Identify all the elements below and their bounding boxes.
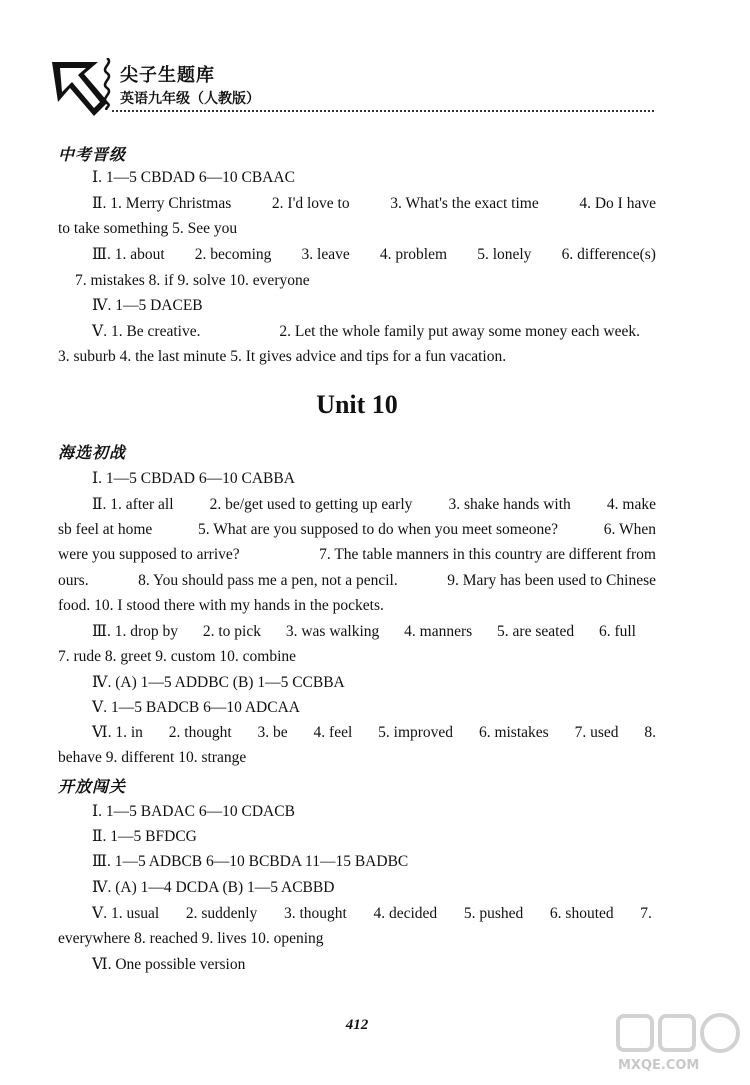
answer-line: Ⅵ. One possible version — [92, 956, 246, 973]
answer-line: Ⅱ. 1—5 BFDCG — [92, 828, 197, 845]
section-heading-haixuan: 海选初战 — [58, 443, 127, 462]
answer-line: Ⅱ. 1. Merry Christmas 2. I'd love to 3. What's the exact time 4. Do I have — [92, 195, 656, 212]
answer-line: Ⅲ. 1—5 ADBCB 6—10 BCBDA 11—15 BADBC — [92, 853, 409, 870]
wavy-divider-icon — [100, 58, 114, 110]
answer-line: Ⅱ. 1. after all 2. be/get used to getting up early 3. shake hands with 4. make — [92, 496, 656, 513]
answer-line: Ⅳ. (A) 1—4 DCDA (B) 1—5 ACBBD — [92, 879, 335, 896]
answer-line: Ⅴ. 1. Be creative. 2. Let the whole family put away some money each week. — [92, 323, 640, 340]
book-title: 尖子生题库 — [120, 65, 215, 86]
page-number: 412 — [345, 1017, 369, 1033]
page-header — [0, 0, 750, 130]
answer-line: behave 9. different 10. strange — [58, 749, 247, 766]
section-heading-zhongkao: 中考晋级 — [58, 145, 127, 164]
answer-line: everywhere 8. reached 9. lives 10. opening — [58, 930, 324, 947]
answer-line: were you supposed to arrive? 7. The table manners in this country are different from — [58, 546, 656, 563]
answer-line: 7. rude 8. greet 9. custom 10. combine — [58, 648, 297, 665]
watermark-logo — [614, 1010, 744, 1080]
answer-line: sb feel at home 5. What are you supposed to do when you meet someone? 6. When — [58, 521, 656, 538]
answer-line: ours. 8. You should pass me a pen, not a pencil. 9. Mary has been used to Chinese — [58, 572, 656, 589]
answer-line: 3. suburb 4. the last minute 5. It gives advice and tips for a fun vacation. — [58, 348, 507, 365]
section-heading-kaifang: 开放闯关 — [58, 777, 127, 796]
header-dotted-rule — [112, 110, 654, 112]
answer-line: Ⅵ. 1. in 2. thought 3. be 4. feel 5. improved 6. mistakes 7. used 8. — [92, 724, 656, 741]
answer-line: Ⅲ. 1. drop by 2. to pick 3. was walking 4. manners 5. are seated 6. full — [92, 623, 636, 640]
answer-line: to take something 5. See you — [58, 220, 238, 237]
book-subtitle: 英语九年级（人教版） — [120, 91, 260, 107]
answer-line: Ⅰ. 1—5 CBDAD 6—10 CBAAC — [92, 169, 295, 186]
unit-title: Unit 10 — [316, 390, 398, 419]
answer-line: Ⅰ. 1—5 CBDAD 6—10 CABBA — [92, 470, 295, 487]
answer-line: Ⅴ. 1—5 BADCB 6—10 ADCAA — [92, 699, 300, 716]
answer-line: Ⅴ. 1. usual 2. suddenly 3. thought 4. decided 5. pushed 6. shouted 7. — [92, 905, 652, 922]
answer-line: Ⅲ. 1. about 2. becoming 3. leave 4. problem 5. lonely 6. difference(s) — [92, 246, 656, 263]
answer-line: food. 10. I stood there with my hands in the pockets. — [58, 597, 384, 614]
answer-line: Ⅰ. 1—5 BADAC 6—10 CDACB — [92, 803, 295, 820]
answer-line: 7. mistakes 8. if 9. solve 10. everyone — [75, 272, 310, 289]
watermark-icon — [614, 1010, 744, 1058]
answer-line: Ⅳ. (A) 1—5 ADDBC (B) 1—5 CCBBA — [92, 674, 345, 691]
watermark-text: MXQE.COM — [618, 1058, 700, 1073]
answer-line: Ⅳ. 1—5 DACEB — [92, 297, 203, 314]
